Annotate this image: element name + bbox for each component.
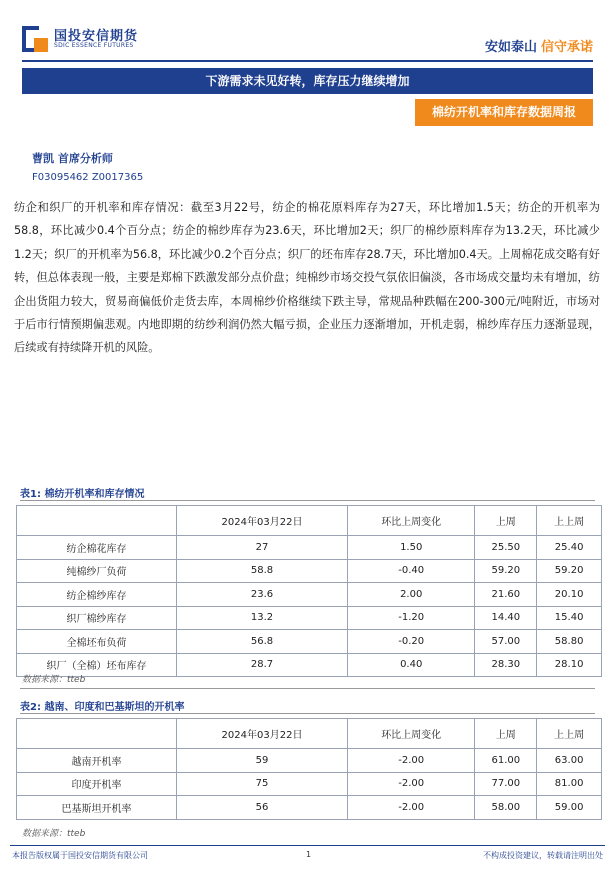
table1-row	[17, 559, 602, 583]
table1-cell: 1.50	[348, 536, 475, 560]
footer-divider	[10, 845, 605, 846]
table1-row	[17, 653, 602, 677]
author-name: 曹凯 首席分析师	[32, 152, 113, 165]
table2-row	[17, 772, 602, 796]
table2-cell: 59	[177, 749, 348, 773]
table2-cell: 75	[177, 772, 348, 796]
table1-title	[20, 485, 144, 500]
table1-cell: 28.30	[475, 653, 537, 677]
table2-cell: 61.00	[475, 749, 537, 773]
table1-cell: 20.10	[537, 583, 602, 607]
report-title-banner: 下游需求未见好转，库存压力继续增加	[22, 68, 593, 94]
table1-cell: 0.40	[348, 653, 475, 677]
table1-row	[17, 606, 602, 630]
table1-cell: 28.7	[177, 653, 348, 677]
table2-row	[17, 749, 602, 773]
logo-english-name: SDIC ESSENCE FUTURES	[54, 42, 134, 49]
table2-header-cell: 2024年03月22日	[177, 719, 348, 749]
table2-cell: -2.00	[348, 796, 475, 820]
table1-header-cell: 2024年03月22日	[177, 506, 348, 536]
table1-cell: 27	[177, 536, 348, 560]
table1-title-prefix: 表1:	[20, 489, 41, 500]
table2-row-label: 印度开机率	[17, 772, 177, 796]
table1-cell: 59.20	[537, 559, 602, 583]
table2-row-label: 越南开机率	[17, 749, 177, 773]
table2-cell: -2.00	[348, 749, 475, 773]
table1-cell: 58.80	[537, 630, 602, 654]
table1-cell: 28.10	[537, 653, 602, 677]
table1-cell: -0.40	[348, 559, 475, 583]
table1-header-cell: 环比上周变化	[348, 506, 475, 536]
table1-header-cell	[17, 506, 177, 536]
table2-header-cell: 上周	[475, 719, 537, 749]
table2-header-row	[17, 719, 602, 749]
header-divider	[22, 60, 593, 62]
table2-header-cell: 上上周	[537, 719, 602, 749]
table1-header-row	[17, 506, 602, 536]
table1-row	[17, 583, 602, 607]
table2-cell: -2.00	[348, 772, 475, 796]
table1-row-label: 织厂棉纱库存	[17, 606, 177, 630]
table1-cell: 57.00	[475, 630, 537, 654]
table2-title-prefix: 表2:	[20, 702, 41, 713]
table2-row-label: 巴基斯坦开机率	[17, 796, 177, 820]
table1-cell: 15.40	[537, 606, 602, 630]
slogan-part2: 信守承诺	[540, 40, 593, 55]
table2-source: 数据来源：tteb	[22, 829, 86, 839]
table2-header-cell	[17, 719, 177, 749]
table1-title-rule	[20, 500, 595, 501]
table2-cell: 81.00	[537, 772, 602, 796]
table2	[16, 718, 602, 820]
table1-cell: 13.2	[177, 606, 348, 630]
table1-row-label: 织厂（全棉）坯布库存	[17, 653, 177, 677]
table2-cell: 58.00	[475, 796, 537, 820]
table1-cell: 2.00	[348, 583, 475, 607]
table1	[16, 505, 602, 677]
table1-cell: 56.8	[177, 630, 348, 654]
table1-header-cell: 上周	[475, 506, 537, 536]
table2-cell: 59.00	[537, 796, 602, 820]
table2-cell: 77.00	[475, 772, 537, 796]
summary-paragraph: 纺企和织厂的开机率和库存情况：截至3月22号，纺企的棉花原料库存为27天，环比增加1.5天；纺企的开机率为58.8，环比减少0.4个百分点；纺企的棉纱库存为23.6天，环比增加2天；织厂的棉纱原料库存为13.2天，环比减少1.2天；织厂的开机率为56.8，环比减少0.2个百分点；织厂的坯布库存28.7天，环比增加0.4天。上周棉花成交略有好转，但总体表现一般，主要是郑棉下跌激发部分点价盘；纯棉纱市场交投气氛依旧偏淡，各市场成交量均未有增加，纺企出货阻力较大，贸易商偏低价走货去库，本周棉纱价格继续下跌主导，常规品种跌幅在200-300元/吨附近，市场对于后市行情预期偏悲观。内地即期的纺纱利润仍然大幅亏损，企业压力逐渐增加，开机走弱，棉纱库存压力逐渐显现，后续或有持续降开机的风险。	[14, 201, 600, 355]
table1-cell: 58.8	[177, 559, 348, 583]
page-number: 1	[306, 850, 312, 859]
author-license-ids: F03095462 Z0017365	[32, 172, 144, 183]
table2-title-text: 越南、印度和巴基斯坦的开机率	[44, 702, 185, 713]
slogan-part1: 安如泰山	[484, 40, 537, 55]
table2-header-cell: 环比上周变化	[348, 719, 475, 749]
company-logo	[22, 24, 182, 54]
table1-cell: 25.50	[475, 536, 537, 560]
footer-disclaimer: 不构成投资建议，转载请注明出处	[483, 851, 603, 860]
table2-title	[20, 698, 184, 713]
table2-title-rule	[20, 713, 595, 714]
table2-cell: 63.00	[537, 749, 602, 773]
table1-cell: -0.20	[348, 630, 475, 654]
slogan	[485, 36, 593, 55]
table1-cell: 23.6	[177, 583, 348, 607]
table1-row	[17, 536, 602, 560]
table1-title-text: 棉纺开机率和库存情况	[44, 489, 145, 500]
table1-cell: -1.20	[348, 606, 475, 630]
table1-source: 数据来源：tteb	[22, 675, 86, 685]
table1-row-label: 纺企棉花库存	[17, 536, 177, 560]
table1-cell: 25.40	[537, 536, 602, 560]
logo-chinese-name: 国投安信期货	[54, 29, 139, 44]
table1-cell: 14.40	[475, 606, 537, 630]
table1-row-label: 纺企棉纱库存	[17, 583, 177, 607]
table1-source-rule	[20, 688, 595, 689]
table1-cell: 59.20	[475, 559, 537, 583]
table2-cell: 56	[177, 796, 348, 820]
table1-row	[17, 630, 602, 654]
logo-mark-icon	[22, 26, 48, 52]
table1-header-cell: 上上周	[537, 506, 602, 536]
table2-row	[17, 796, 602, 820]
table1-cell: 21.60	[475, 583, 537, 607]
table1-row-label: 纯棉纱厂负荷	[17, 559, 177, 583]
footer-copyright: 本报告版权属于国投安信期货有限公司	[12, 851, 148, 860]
table1-row-label: 全棉坯布负荷	[17, 630, 177, 654]
report-category-tag: 棉纺开机率和库存数据周报	[415, 99, 593, 126]
